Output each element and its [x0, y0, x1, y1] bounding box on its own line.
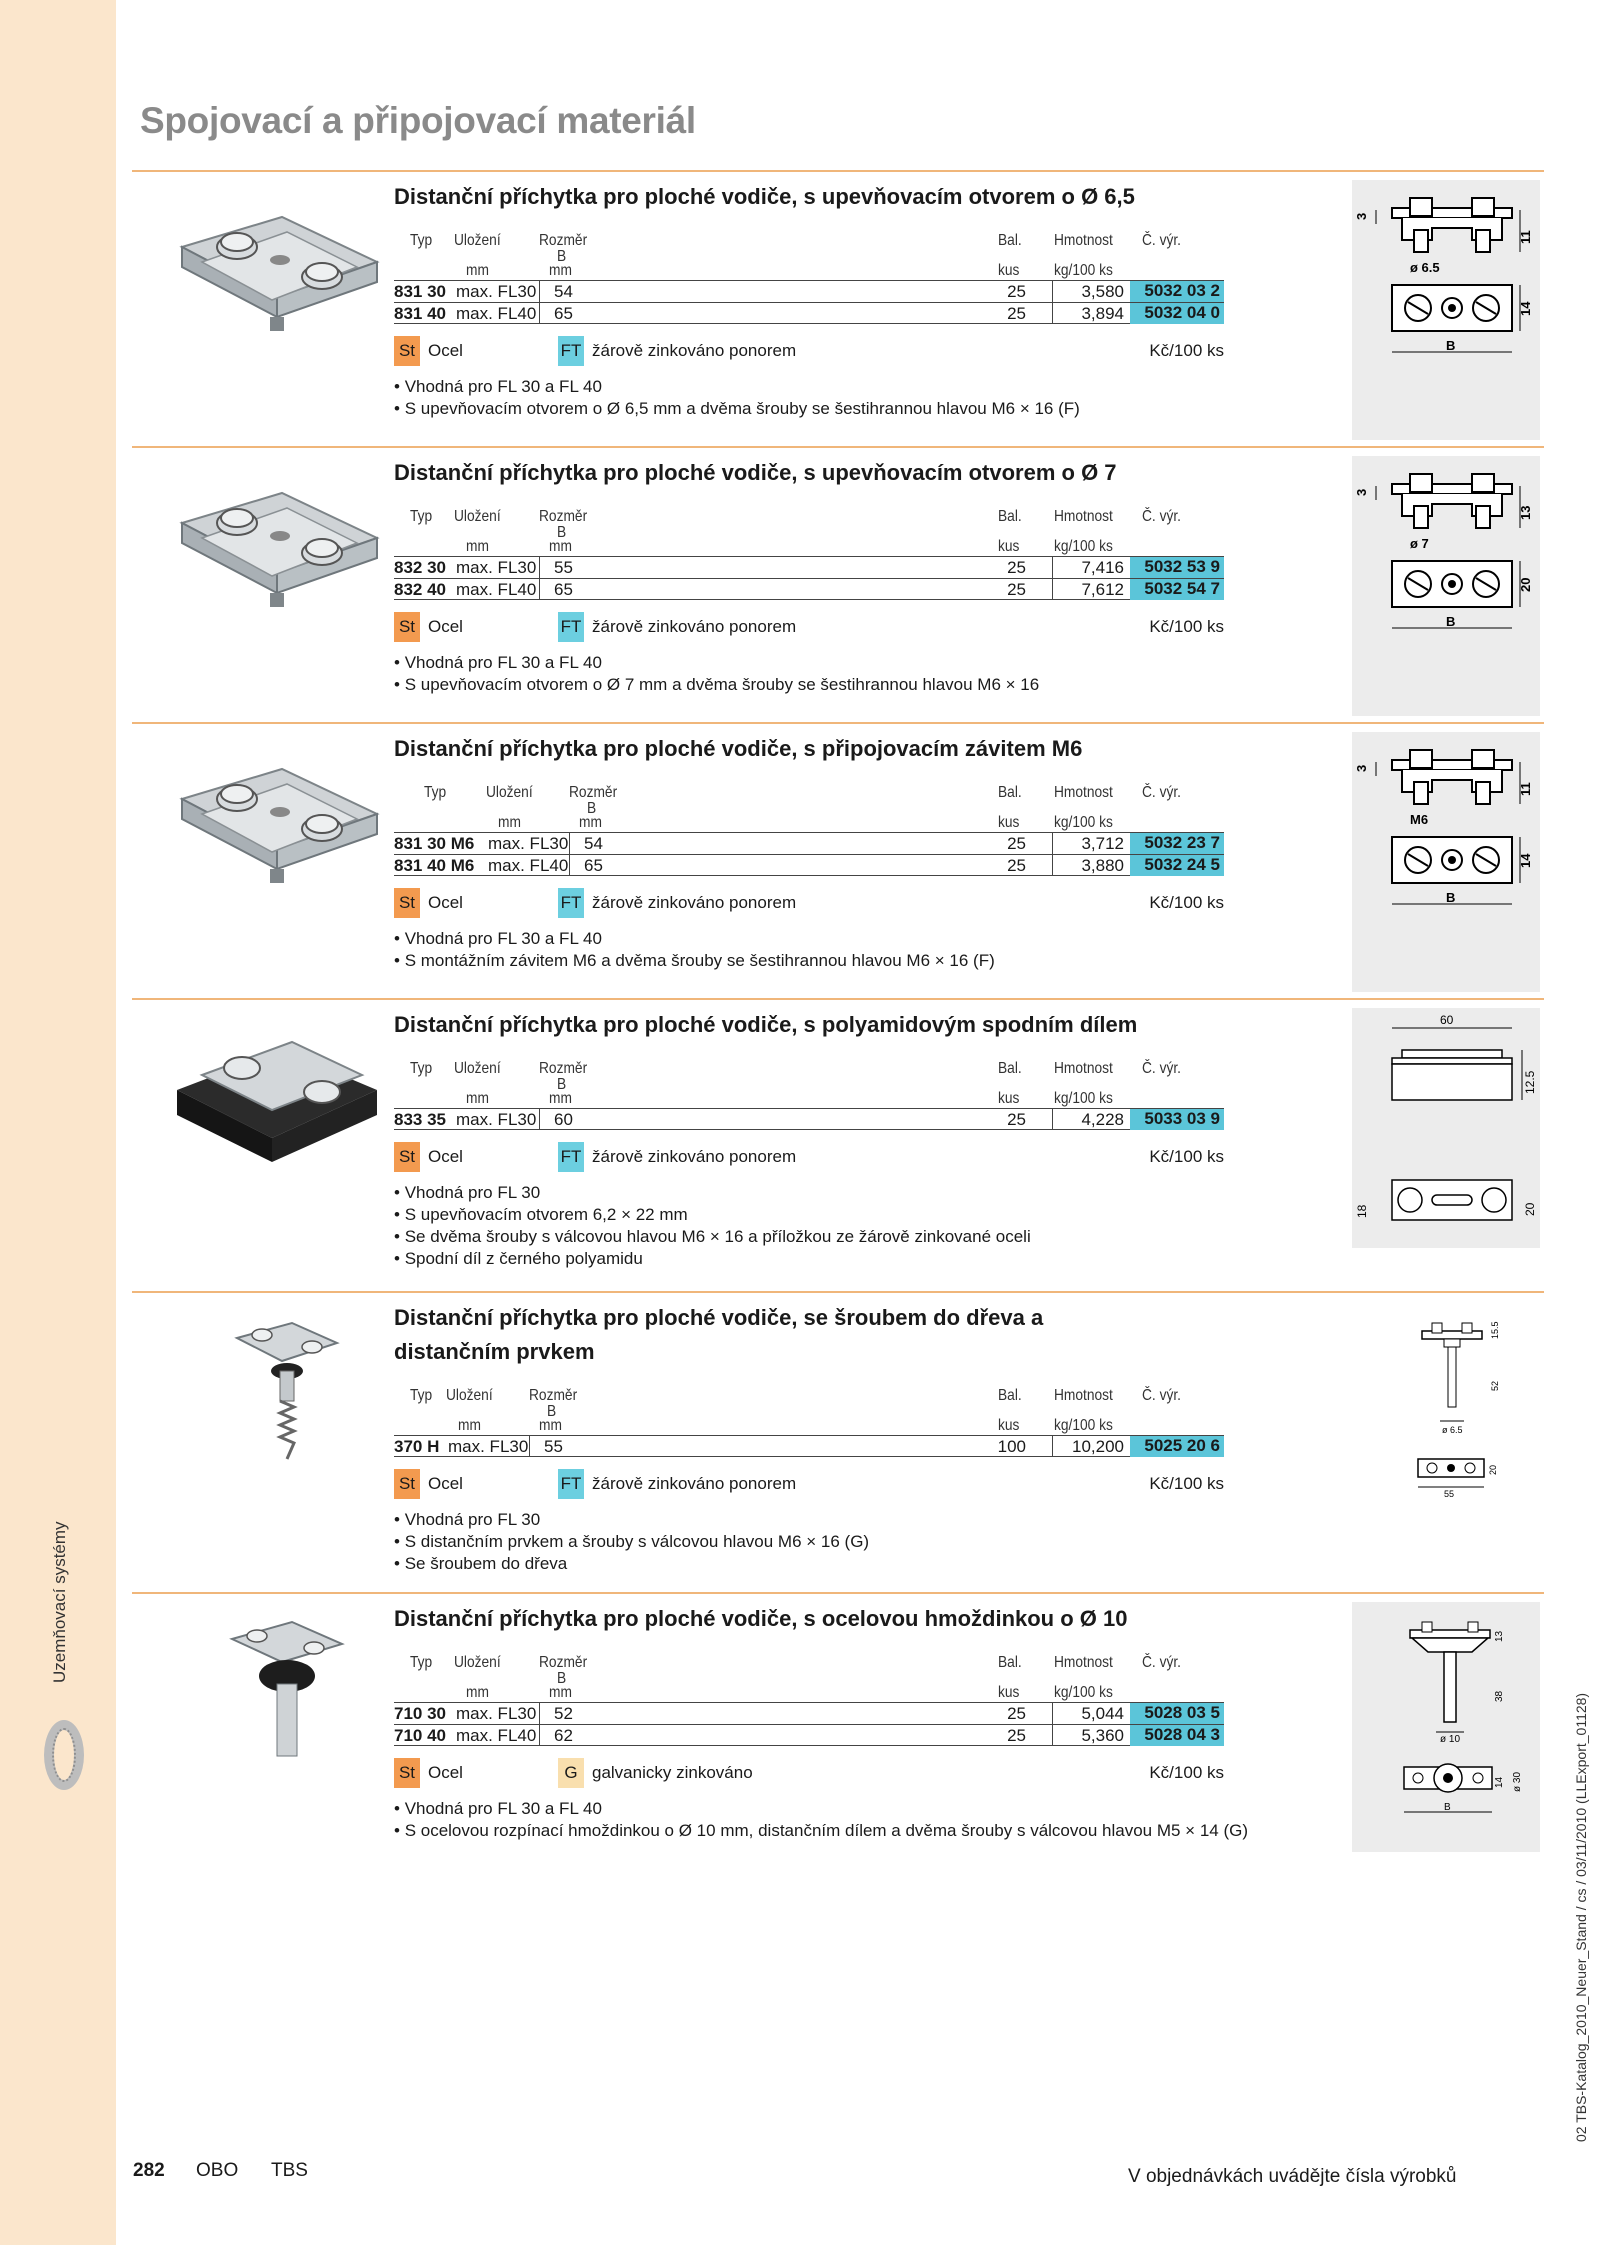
finish-badge: FT: [558, 888, 584, 918]
weight-value: 7,612: [1081, 580, 1124, 599]
dimension-b-value: 55: [544, 1437, 563, 1456]
diagram-1-dim-width: 20: [1518, 577, 1533, 592]
col-mm1: mm: [458, 1417, 481, 1434]
col-mm1: mm: [498, 814, 521, 831]
diagram-4-dim-h2: 52: [1490, 1380, 1500, 1391]
col-rozmer-b: B: [557, 1670, 567, 1687]
product-table: [394, 1435, 1224, 1457]
finish-badge: G: [558, 1758, 584, 1788]
table-row: [394, 302, 1224, 324]
col-rozmer: Rozměr: [529, 1387, 578, 1404]
table-row: [394, 556, 1224, 578]
dimension-b-value: 65: [554, 580, 573, 599]
footer-note: V objednávkách uvádějte čísla výrobků: [1128, 2166, 1457, 2187]
col-hmotnost: Hmotnost: [1054, 784, 1113, 801]
steel-badge: St: [394, 1142, 420, 1172]
table-row: [394, 1702, 1224, 1724]
diagram-3-dim-h: 12.5: [1523, 1070, 1537, 1094]
col-kg: kg/100 ks: [1054, 538, 1113, 555]
col-rozmer-b: B: [557, 1076, 567, 1093]
weight-value: 5,044: [1081, 1704, 1124, 1723]
material-text: Ocel: [428, 1147, 463, 1166]
col-typ: Typ: [424, 784, 447, 801]
col-rozmer-b: B: [547, 1403, 557, 1420]
dimension-b-value: 60: [554, 1110, 573, 1129]
col-typ: Typ: [410, 508, 433, 525]
feature-item: • Spodní díl z černého polyamidu: [394, 1249, 643, 1268]
type-code: 831 40: [394, 304, 446, 323]
col-mm1: mm: [466, 1684, 489, 1701]
section-title: Distanční příchytka pro ploché vodiče, s polyamidovým spodním dílem: [394, 1012, 1138, 1037]
pack-value: 25: [1007, 1726, 1026, 1745]
feature-item: • S montážním závitem M6 a dvěma šrouby se šestihrannou hlavou M6 × 16 (F): [394, 951, 995, 970]
product-table: [394, 280, 1224, 324]
table-header: [394, 1369, 1342, 1435]
col-cvyr: Č. výr.: [1142, 232, 1181, 249]
col-mm2: mm: [549, 1684, 572, 1701]
weight-value: 3,894: [1081, 304, 1124, 323]
col-bal: Bal.: [998, 232, 1022, 249]
col-ulozeni: Uložení: [446, 1387, 493, 1404]
table-header: [394, 214, 1342, 280]
dimension-b-value: 55: [554, 558, 573, 577]
material-text: Ocel: [428, 893, 463, 912]
col-rozmer: Rozměr: [539, 1060, 588, 1077]
weight-value: 3,580: [1081, 282, 1124, 301]
footer-brand-obo: OBO: [196, 2160, 239, 2181]
feature-list: [394, 928, 1342, 972]
col-mm2: mm: [539, 1417, 562, 1434]
article-number[interactable]: 5032 54 7: [1130, 579, 1224, 600]
article-number[interactable]: 5032 53 9: [1130, 557, 1224, 578]
product-photo: [162, 468, 392, 618]
table-row: [394, 832, 1224, 854]
feature-item: • S upevňovacím otvorem o Ø 6,5 mm a dvěma šrouby se šestihrannou hlavou M6 × 16 (F): [394, 399, 1080, 418]
diagram-4-dim-dia: ø 6.5: [1442, 1425, 1463, 1435]
diagram-4-dim-w: 55: [1444, 1489, 1455, 1499]
dimension-b-value: 65: [584, 856, 603, 875]
col-kus: kus: [998, 1684, 1020, 1701]
article-number[interactable]: 5032 03 2: [1130, 281, 1224, 302]
feature-item: • Vhodná pro FL 30 a FL 40: [394, 1799, 602, 1818]
col-bal: Bal.: [998, 1060, 1022, 1077]
col-mm2: mm: [549, 262, 572, 279]
type-code: 832 40: [394, 580, 446, 599]
technical-drawing: [1352, 456, 1540, 716]
steel-badge: St: [394, 1758, 420, 1788]
col-mm2: mm: [579, 814, 602, 831]
material-row: [394, 336, 1224, 370]
price-unit: Kč/100 ks: [1149, 1474, 1224, 1493]
col-kg: kg/100 ks: [1054, 1417, 1113, 1434]
product-photo: [162, 744, 392, 894]
diagram-5-dim-dia: ø 10: [1440, 1734, 1461, 1745]
product-section: [132, 446, 1544, 721]
col-ulozeni: Uložení: [486, 784, 533, 801]
col-hmotnost: Hmotnost: [1054, 232, 1113, 249]
col-kg: kg/100 ks: [1054, 262, 1113, 279]
section-title: Distanční příchytka pro ploché vodiče, s ocelovou hmoždinkou o Ø 10: [394, 1606, 1128, 1631]
technical-drawing: [1352, 180, 1540, 440]
footer-brand-tbs: TBS: [271, 2160, 308, 2181]
material-row: [394, 612, 1224, 646]
article-number[interactable]: 5032 24 5: [1130, 855, 1224, 876]
material-row: [394, 1469, 1224, 1503]
product-photo: [162, 1614, 392, 1764]
diagram-1-dim-height: 13: [1518, 505, 1533, 520]
diagram-1-dim-top: 3: [1354, 488, 1369, 496]
steel-badge: St: [394, 612, 420, 642]
col-kg: kg/100 ks: [1054, 814, 1113, 831]
earthing-ring-icon-inner: [52, 1728, 76, 1782]
type-code: 370 H: [394, 1437, 440, 1456]
col-ulozeni: Uložení: [454, 508, 501, 525]
finish-badge: FT: [558, 1142, 584, 1172]
type-code: 833 35: [394, 1110, 446, 1129]
weight-value: 3,880: [1081, 856, 1124, 875]
side-label: Uzemňovací systémy: [50, 1521, 69, 1683]
table-row: [394, 1108, 1224, 1130]
article-number[interactable]: 5032 04 0: [1130, 303, 1224, 324]
steel-badge: St: [394, 336, 420, 366]
col-kus: kus: [998, 262, 1020, 279]
table-header: [394, 1042, 1342, 1108]
feature-item: • S upevňovacím otvorem 6,2 × 22 mm: [394, 1205, 688, 1224]
section-title: Distanční příchytka pro ploché vodiče, s upevňovacím otvorem o Ø 6,5: [394, 184, 1135, 209]
article-number[interactable]: 5032 23 7: [1130, 833, 1224, 854]
col-kg: kg/100 ks: [1054, 1684, 1113, 1701]
price-unit: Kč/100 ks: [1149, 341, 1224, 360]
col-mm2: mm: [549, 1090, 572, 1107]
col-typ: Typ: [410, 1387, 433, 1404]
diagram-3-dim-18: 18: [1355, 1204, 1369, 1218]
feature-item: • Vhodná pro FL 30: [394, 1183, 541, 1202]
col-mm2: mm: [549, 538, 572, 555]
col-kus: kus: [998, 1090, 1020, 1107]
col-kg: kg/100 ks: [1054, 1090, 1113, 1107]
finish-text: žárově zinkováno ponorem: [592, 617, 797, 636]
col-kus: kus: [998, 1417, 1020, 1434]
pack-value: 25: [1007, 856, 1026, 875]
steel-badge: St: [394, 888, 420, 918]
weight-value: 7,416: [1081, 558, 1124, 577]
product-table: [394, 1702, 1224, 1746]
finish-text: žárově zinkováno ponorem: [592, 893, 797, 912]
table-row: [394, 280, 1224, 302]
finish-badge: FT: [558, 612, 584, 642]
mounting-value: max. FL30: [448, 1437, 529, 1456]
catalog-reference: 02 TBS-Katalog_2010_Neuer_Stand / cs / 03/11/2010 (LLExport_01128): [1573, 1692, 1589, 2142]
mounting-value: max. FL40: [488, 856, 569, 875]
feature-item: • S upevňovacím otvorem o Ø 7 mm a dvěma šrouby se šestihrannou hlavou M6 × 16: [394, 675, 1040, 694]
diagram-5-dim-b: B: [1444, 1802, 1451, 1813]
col-hmotnost: Hmotnost: [1054, 508, 1113, 525]
col-typ: Typ: [410, 1060, 433, 1077]
table-row: [394, 1724, 1224, 1746]
price-unit: Kč/100 ks: [1149, 1147, 1224, 1166]
diagram-0-dim-width: 14: [1518, 301, 1533, 316]
col-kus: kus: [998, 814, 1020, 831]
finish-badge: FT: [558, 1469, 584, 1499]
type-code: 831 30 M6: [394, 834, 475, 853]
material-text: Ocel: [428, 1474, 463, 1493]
dimension-b-value: 62: [554, 1726, 573, 1745]
material-row: [394, 1142, 1224, 1176]
col-ulozeni: Uložení: [454, 1654, 501, 1671]
mounting-value: max. FL40: [456, 304, 537, 323]
technical-drawing: [1352, 732, 1540, 992]
feature-item: • S ocelovou rozpínací hmoždinkou o Ø 10 mm, distančním dílem a dvěma šrouby s válcovou hlavou M5 × 14 (G): [394, 1821, 1249, 1840]
col-hmotnost: Hmotnost: [1054, 1654, 1113, 1671]
article-number[interactable]: 5028 03 5: [1130, 1703, 1224, 1724]
diagram-2-dim-top: 3: [1354, 764, 1369, 772]
feature-list: [394, 652, 1342, 696]
col-rozmer-b: B: [557, 524, 567, 541]
dimension-b-value: 54: [584, 834, 603, 853]
table-header: [394, 1636, 1342, 1702]
col-rozmer-b: B: [557, 248, 567, 265]
product-photo: [162, 1313, 392, 1463]
col-rozmer: Rozměr: [539, 1654, 588, 1671]
feature-list: [394, 1182, 1342, 1270]
section-title: Distanční příchytka pro ploché vodiče, se šroubem do dřeva a distančním prvkem: [394, 1305, 1044, 1364]
product-section: [132, 722, 1544, 997]
steel-badge: St: [394, 1469, 420, 1499]
material-text: Ocel: [428, 1763, 463, 1782]
col-hmotnost: Hmotnost: [1054, 1387, 1113, 1404]
col-kus: kus: [998, 538, 1020, 555]
feature-item: • Se šroubem do dřeva: [394, 1554, 568, 1573]
price-unit: Kč/100 ks: [1149, 893, 1224, 912]
col-ulozeni: Uložení: [454, 1060, 501, 1077]
weight-value: 3,712: [1081, 834, 1124, 853]
col-mm1: mm: [466, 262, 489, 279]
mounting-value: max. FL30: [456, 282, 537, 301]
article-number[interactable]: 5028 04 3: [1130, 1725, 1224, 1746]
mounting-value: max. FL30: [456, 1110, 537, 1129]
diagram-2-dim-b: B: [1446, 890, 1456, 905]
type-code: 710 40: [394, 1726, 446, 1745]
col-bal: Bal.: [998, 784, 1022, 801]
side-strip: [0, 0, 116, 2245]
col-typ: Typ: [410, 232, 433, 249]
type-code: 832 30: [394, 558, 446, 577]
diagram-5-dim-14: 14: [1494, 1776, 1505, 1788]
diagram-3-dim-w: 60: [1440, 1013, 1454, 1027]
pack-value: 25: [1007, 1110, 1026, 1129]
table-row: [394, 854, 1224, 876]
col-bal: Bal.: [998, 1387, 1022, 1404]
material-text: Ocel: [428, 341, 463, 360]
product-section: [132, 1592, 1544, 1892]
diagram-5-dim-30: ø 30: [1512, 1771, 1523, 1792]
pack-value: 25: [1007, 834, 1026, 853]
diagram-3-dim-20: 20: [1523, 1202, 1537, 1216]
price-unit: Kč/100 ks: [1149, 617, 1224, 636]
weight-value: 4,228: [1081, 1110, 1124, 1129]
feature-list: [394, 376, 1342, 420]
col-cvyr: Č. výr.: [1142, 1654, 1181, 1671]
finish-text: galvanicky zinkováno: [592, 1763, 753, 1782]
product-photo: [162, 1020, 392, 1170]
dimension-b-value: 54: [554, 282, 573, 301]
product-section: [132, 998, 1544, 1290]
weight-value: 10,200: [1072, 1437, 1124, 1456]
col-bal: Bal.: [998, 508, 1022, 525]
diagram-0-dim-top: 3: [1354, 212, 1369, 220]
feature-item: • Vhodná pro FL 30 a FL 40: [394, 377, 602, 396]
col-mm1: mm: [466, 1090, 489, 1107]
diagram-5-dim-h1: 13: [1494, 1630, 1505, 1642]
diagram-0-dim-height: 11: [1518, 230, 1533, 244]
table-row: [394, 578, 1224, 600]
col-mm1: mm: [466, 538, 489, 555]
material-row: [394, 1758, 1224, 1792]
pack-value: 100: [997, 1437, 1026, 1456]
finish-text: žárově zinkováno ponorem: [592, 341, 797, 360]
pack-value: 25: [1007, 1704, 1026, 1723]
material-text: Ocel: [428, 617, 463, 636]
feature-item: • Vhodná pro FL 30 a FL 40: [394, 929, 602, 948]
col-rozmer: Rozměr: [539, 508, 588, 525]
col-bal: Bal.: [998, 1654, 1022, 1671]
dimension-b-value: 52: [554, 1704, 573, 1723]
table-row: [394, 1435, 1224, 1457]
col-rozmer: Rozměr: [539, 232, 588, 249]
feature-list: [394, 1798, 1342, 1842]
table-header: [394, 766, 1342, 832]
diagram-4-dim-h1: 15.5: [1490, 1321, 1500, 1339]
weight-value: 5,360: [1081, 1726, 1124, 1745]
product-table: [394, 556, 1224, 600]
col-typ: Typ: [410, 1654, 433, 1671]
col-cvyr: Č. výr.: [1142, 508, 1181, 525]
mounting-value: max. FL30: [456, 558, 537, 577]
product-photo: [162, 192, 392, 342]
type-code: 831 30: [394, 282, 446, 301]
col-ulozeni: Uložení: [454, 232, 501, 249]
col-rozmer: Rozměr: [569, 784, 618, 801]
section-title: Distanční příchytka pro ploché vodiče, s připojovacím závitem M6: [394, 736, 1083, 761]
feature-item: • Se dvěma šrouby s válcovou hlavou M6 × 16 a příložkou ze žárově zinkované oceli: [394, 1227, 1031, 1246]
feature-item: • Vhodná pro FL 30: [394, 1510, 541, 1529]
product-section: [132, 1291, 1544, 1591]
pack-value: 25: [1007, 282, 1026, 301]
feature-item: • Vhodná pro FL 30 a FL 40: [394, 653, 602, 672]
diagram-1-dim-b: B: [1446, 614, 1456, 629]
page-number: 282: [133, 2160, 165, 2181]
diagram-0-dim-b: B: [1446, 338, 1456, 353]
finish-badge: FT: [558, 336, 584, 366]
feature-list: [394, 1509, 1342, 1575]
diagram-2-dim-height: 11: [1518, 782, 1533, 796]
feature-item: • S distančním prvkem a šrouby s válcovou hlavou M6 × 16 (G): [394, 1532, 870, 1551]
diagram-2-dim-width: 14: [1518, 853, 1533, 868]
technical-drawing: [1352, 1602, 1540, 1852]
product-table: [394, 1108, 1224, 1130]
type-code: 710 30: [394, 1704, 446, 1723]
table-header: [394, 490, 1342, 556]
diagram-5-dim-h2: 38: [1494, 1690, 1505, 1702]
article-number[interactable]: 5033 03 9: [1130, 1109, 1224, 1130]
col-cvyr: Č. výr.: [1142, 1060, 1181, 1077]
type-code: 831 40 M6: [394, 856, 475, 875]
finish-text: žárově zinkováno ponorem: [592, 1474, 797, 1493]
col-rozmer-b: B: [587, 800, 597, 817]
technical-drawing: [1352, 1301, 1540, 1531]
product-section: [132, 170, 1544, 445]
finish-text: žárově zinkováno ponorem: [592, 1147, 797, 1166]
pack-value: 25: [1007, 304, 1026, 323]
diagram-4-dim-20: 20: [1488, 1464, 1498, 1475]
mounting-value: max. FL30: [456, 1704, 537, 1723]
material-row: [394, 888, 1224, 922]
col-cvyr: Č. výr.: [1142, 1387, 1181, 1404]
technical-drawing: [1352, 1008, 1540, 1248]
col-hmotnost: Hmotnost: [1054, 1060, 1113, 1077]
section-title: Distanční příchytka pro ploché vodiče, s upevňovacím otvorem o Ø 7: [394, 460, 1117, 485]
price-unit: Kč/100 ks: [1149, 1763, 1224, 1782]
article-number[interactable]: 5025 20 6: [1130, 1436, 1224, 1457]
pack-value: 25: [1007, 580, 1026, 599]
product-table: [394, 832, 1224, 876]
pack-value: 25: [1007, 558, 1026, 577]
mounting-value: max. FL40: [456, 580, 537, 599]
dimension-b-value: 65: [554, 304, 573, 323]
mounting-value: max. FL40: [456, 1726, 537, 1745]
diagram-0-hole-label: ø 6.5: [1410, 260, 1440, 275]
diagram-1-hole-label: ø 7: [1410, 536, 1429, 551]
diagram-2-hole-label: M6: [1410, 812, 1429, 827]
page-title: Spojovací a připojovací materiál: [140, 100, 696, 141]
col-cvyr: Č. výr.: [1142, 784, 1181, 801]
mounting-value: max. FL30: [488, 834, 569, 853]
